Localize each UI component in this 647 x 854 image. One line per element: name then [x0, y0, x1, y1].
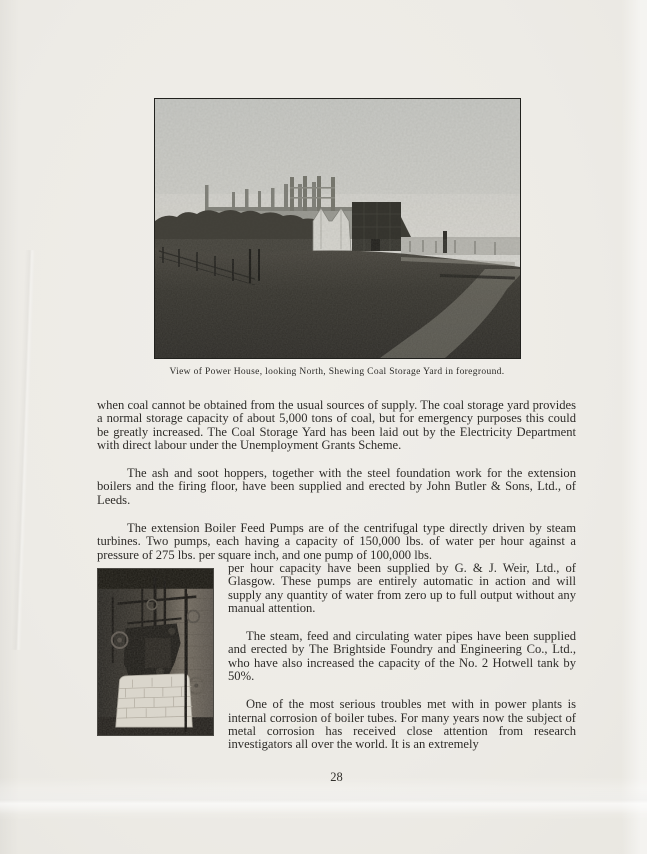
- paragraph-coal-storage: when coal cannot be obtained from the usual sources of supply. The coal storage yard provides a normal storage capacity of about 5,000 tons of coal, but for emergency purposes this could be greatly increased. The Coal Storage Yard has been laid out by the Electricity Department with direct labour under the Unemployment Grants Scheme.: [97, 398, 576, 452]
- paragraph-water-pipes: The steam, feed and circulating water pipes have been supplied and erected by The Brightside Foundry and Engineering Co., Ltd., who have also increased the capacity of the No. 2 Hotwell tank by 50%.: [228, 629, 576, 684]
- photo-grain: [155, 99, 520, 358]
- power-house-photo-illustration: [155, 99, 520, 358]
- paragraph-corrosion: One of the most serious troubles met with in power plants is internal corrosion of boiler tubes. For many years now the subject of metal corrosion has received close attention from research investigators all over the world. It is an extremely: [228, 697, 576, 752]
- pump-photo-figure: [97, 568, 214, 736]
- main-photo-figure: [154, 98, 521, 359]
- page-number: 28: [330, 770, 343, 784]
- wrapped-text-block: [97, 562, 576, 776]
- paragraph-ash-hoppers: The ash and soot hoppers, together with the steel foundation work for the extension boilers and the firing floor, have been supplied and erected by John Butler & Sons, Ltd., of Leeds.: [97, 466, 576, 507]
- body-text-column: [97, 399, 576, 776]
- paragraph-feed-pumps-intro: The extension Boiler Feed Pumps are of the centrifugal type directly driven by steam turbines. Two pumps, each having a capacity of 150,000 lbs. of water per hour against a pressure of 275 lbs. per square inch, and one pump of 100,000 lbs.: [97, 521, 576, 562]
- paragraph-feed-pumps-cont: per hour capacity have been supplied by G. & J. Weir, Ltd., of Glasgow. These pumps are entirely automatic in action and will supply any quantity of water from zero up to full output without any manual attention.: [228, 560, 576, 615]
- photo-caption: View of Power House, looking North, Shewing Coal Storage Yard in foreground.: [169, 367, 505, 377]
- paper-crease-bottom: [0, 788, 647, 814]
- paper-crease-left: [11, 250, 35, 650]
- pump-photo-grain: [98, 569, 213, 735]
- feed-pump-photo-illustration: [98, 569, 213, 735]
